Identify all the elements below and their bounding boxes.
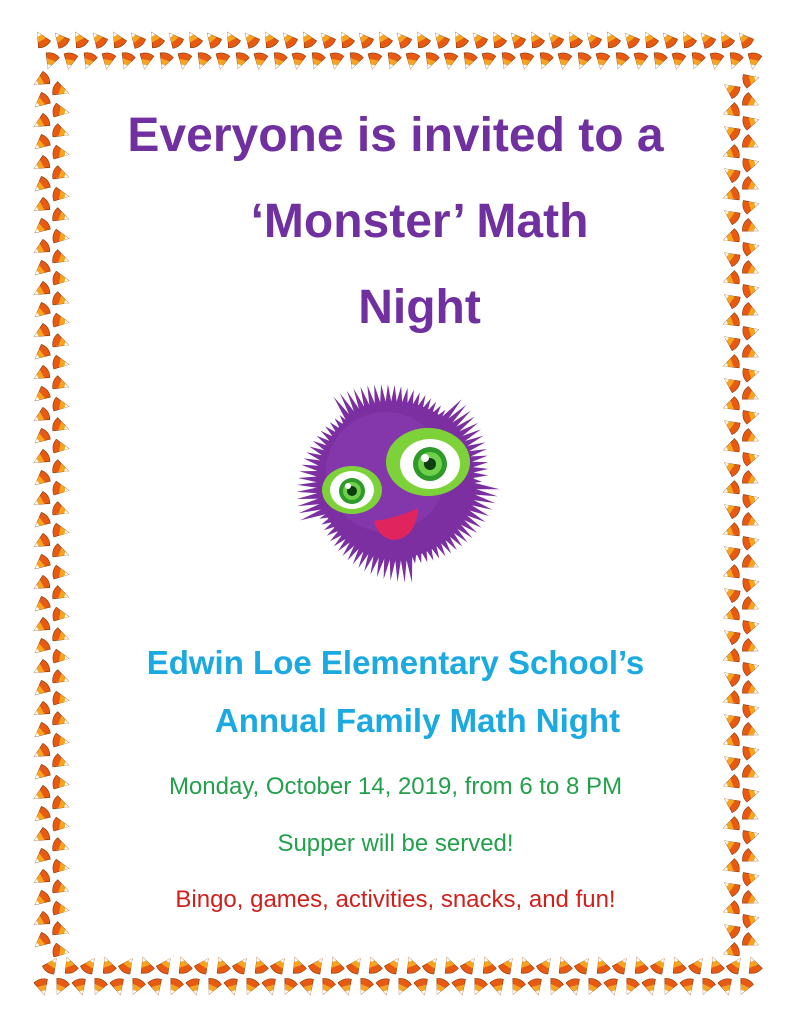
candy-corn-icon xyxy=(721,583,742,604)
candy-corn-icon xyxy=(421,51,440,71)
candy-corn-icon xyxy=(573,51,592,71)
candy-corn-icon xyxy=(231,51,250,71)
candy-corn-icon xyxy=(741,176,761,195)
candy-corn-icon xyxy=(31,175,52,196)
candy-corn-icon xyxy=(240,29,261,50)
candy-corn-icon xyxy=(451,977,469,996)
candy-corn-icon xyxy=(307,51,326,71)
candy-corn-icon xyxy=(31,406,52,426)
candy-corn-icon xyxy=(741,92,761,111)
candy-corn-icon xyxy=(603,977,621,996)
candy-corn-icon xyxy=(89,977,108,997)
candy-corn-icon xyxy=(250,955,269,975)
candy-corn-icon xyxy=(679,977,697,996)
candy-corn-icon xyxy=(544,29,565,50)
candy-corn-icon xyxy=(721,606,741,625)
candy-corn-icon xyxy=(328,52,345,70)
candy-corn-icon xyxy=(632,52,649,70)
candy-corn-icon xyxy=(487,29,507,50)
candy-corn-icon xyxy=(183,29,203,50)
candy-corn-icon xyxy=(231,955,252,976)
candy-corn-icon xyxy=(71,977,89,996)
candy-corn-icon xyxy=(269,955,290,976)
candy-corn-icon xyxy=(107,29,127,50)
candy-corn-icon xyxy=(746,52,763,70)
candy-corn-icon xyxy=(51,165,71,184)
candy-corn-icon xyxy=(734,29,755,50)
candy-corn-icon xyxy=(51,375,71,394)
candy-corn-icon xyxy=(31,679,52,700)
candy-corn-icon xyxy=(721,79,742,100)
candy-corn-icon xyxy=(721,396,741,415)
candy-corn-icon xyxy=(52,523,70,540)
candy-corn-icon xyxy=(345,51,364,71)
candy-corn-icon xyxy=(52,859,70,876)
candy-corn-icon xyxy=(741,71,760,89)
candy-corn-icon xyxy=(52,817,70,834)
candy-corn-icon xyxy=(583,977,602,997)
candy-corn-icon xyxy=(507,977,526,997)
candy-corn-icon xyxy=(721,541,742,562)
candy-corn-icon xyxy=(489,977,507,996)
candy-corn-icon xyxy=(31,343,52,364)
candy-corn-icon xyxy=(721,415,742,436)
candy-corn-icon xyxy=(261,977,279,996)
candy-corn-icon xyxy=(366,52,383,70)
candy-corn-icon xyxy=(31,616,52,636)
candy-corn-icon xyxy=(459,955,480,976)
candy-corn-icon xyxy=(155,51,174,71)
candy-corn-icon xyxy=(725,51,744,71)
candy-corn-icon xyxy=(203,977,222,997)
candy-corn-icon xyxy=(41,51,60,71)
candy-corn-icon xyxy=(117,51,136,71)
candy-corn-icon xyxy=(345,955,366,976)
candy-corn-icon xyxy=(677,29,697,50)
candy-corn-icon xyxy=(706,955,725,975)
candy-corn-icon xyxy=(79,955,100,976)
monster-illustration xyxy=(290,368,502,598)
candy-corn-icon xyxy=(69,29,89,50)
candy-corn-icon xyxy=(193,51,212,71)
candy-corn-icon xyxy=(687,955,708,976)
candy-corn-icon xyxy=(469,977,488,997)
candy-corn-icon xyxy=(516,955,535,975)
candy-corn-icon xyxy=(383,51,402,71)
candy-corn-icon xyxy=(565,977,583,996)
candy-corn-icon xyxy=(741,680,761,699)
candy-corn-icon xyxy=(79,51,98,71)
activities-note: Bingo, games, activities, snacks, and fun! xyxy=(175,886,616,913)
candy-corn-icon xyxy=(51,81,71,100)
candy-corn-icon xyxy=(721,247,742,268)
candy-corn-icon xyxy=(668,955,687,975)
title-line-2: ‘Monster’ Math xyxy=(250,195,589,248)
candy-corn-icon xyxy=(741,428,761,447)
candy-corn-icon xyxy=(259,29,279,50)
candy-corn-icon xyxy=(31,868,52,888)
candy-corn-icon xyxy=(212,955,231,975)
candy-corn-icon xyxy=(721,858,741,877)
candy-corn-icon xyxy=(554,955,573,975)
title-line-3: Night xyxy=(358,281,481,334)
candy-corn-icon xyxy=(31,91,52,112)
candy-corn-icon xyxy=(100,52,117,70)
candy-corn-icon xyxy=(741,365,760,383)
candy-corn-icon xyxy=(735,977,754,997)
candy-corn-icon xyxy=(155,955,176,976)
candy-corn-icon xyxy=(592,955,611,975)
candy-corn-icon xyxy=(252,52,269,70)
candy-corn-icon xyxy=(721,919,742,940)
candy-corn-icon xyxy=(721,331,742,352)
candy-corn-icon xyxy=(741,596,761,615)
candy-corn-icon xyxy=(299,977,317,996)
candy-corn-icon xyxy=(31,742,52,762)
candy-corn-icon xyxy=(741,575,760,593)
candy-corn-icon xyxy=(741,470,761,489)
candy-corn-icon xyxy=(136,955,155,975)
candy-corn-icon xyxy=(721,373,742,394)
candy-corn-icon xyxy=(404,52,421,70)
monster-right-eye xyxy=(386,428,470,496)
candy-corn-icon xyxy=(535,955,556,976)
candy-corn-icon xyxy=(52,607,70,624)
candy-corn-icon xyxy=(145,29,165,50)
candy-corn-icon xyxy=(51,585,71,604)
candy-corn-icon xyxy=(442,52,459,70)
candy-corn-icon xyxy=(138,52,155,70)
candy-corn-icon xyxy=(60,955,79,975)
candy-corn-icon xyxy=(355,977,374,997)
candy-corn-icon xyxy=(31,490,52,510)
candy-corn-icon xyxy=(413,977,431,996)
candy-corn-icon xyxy=(98,955,117,975)
candy-corn-icon xyxy=(741,407,760,425)
candy-corn-icon xyxy=(721,564,741,583)
candy-corn-icon xyxy=(421,955,442,976)
candy-corn-icon xyxy=(721,942,741,961)
candy-corn-icon xyxy=(721,457,742,478)
candy-corn-icon xyxy=(639,29,659,50)
candy-corn-icon xyxy=(31,29,51,50)
candy-corn-icon xyxy=(525,29,545,50)
candy-corn-icon xyxy=(51,459,71,478)
candy-corn-icon xyxy=(744,955,763,975)
candy-corn-icon xyxy=(241,977,260,997)
candy-corn-icon xyxy=(468,29,489,50)
candy-corn-icon xyxy=(202,29,223,50)
candy-corn-icon xyxy=(563,29,583,50)
candy-corn-icon xyxy=(126,29,147,50)
candy-corn-icon xyxy=(741,386,761,405)
candy-corn-icon xyxy=(52,943,70,960)
candy-corn-icon xyxy=(31,364,52,384)
candy-corn-icon xyxy=(383,955,404,976)
event-date-time: Monday, October 14, 2019, from 6 to 8 PM xyxy=(168,773,623,800)
candy-corn-icon xyxy=(31,448,52,468)
candy-corn-icon xyxy=(620,29,641,50)
candy-corn-icon xyxy=(317,977,336,997)
candy-corn-icon xyxy=(221,29,241,50)
candy-corn-icon xyxy=(449,29,469,50)
candy-corn-icon xyxy=(497,955,518,976)
candy-corn-icon xyxy=(459,51,478,71)
candy-corn-icon xyxy=(165,977,184,997)
candy-corn-icon xyxy=(641,977,659,996)
candy-corn-icon xyxy=(741,869,760,887)
candy-corn-icon xyxy=(741,554,761,573)
candy-corn-icon xyxy=(670,52,687,70)
candy-corn-icon xyxy=(52,481,70,498)
candy-corn-icon xyxy=(31,805,52,826)
candy-corn-icon xyxy=(288,955,307,975)
candy-corn-icon xyxy=(573,955,594,976)
candy-corn-icon xyxy=(147,977,165,996)
candy-corn-icon xyxy=(51,417,71,436)
candy-corn-icon xyxy=(290,52,307,70)
candy-corn-icon xyxy=(741,512,761,531)
candy-corn-icon xyxy=(50,29,71,50)
candy-corn-icon xyxy=(630,955,649,975)
candy-corn-icon xyxy=(478,955,497,975)
candy-corn-icon xyxy=(109,977,127,996)
candy-corn-icon xyxy=(326,955,345,975)
candy-corn-icon xyxy=(658,29,679,50)
candy-corn-icon xyxy=(31,931,52,952)
candy-corn-icon xyxy=(741,449,760,467)
school-line-1: Edwin Loe Elementary School’s xyxy=(146,644,645,681)
candy-corn-icon xyxy=(52,355,70,372)
candy-corn-icon xyxy=(721,354,741,373)
candy-corn-icon xyxy=(741,911,760,929)
candy-corn-icon xyxy=(721,480,741,499)
candy-corn-icon xyxy=(741,932,761,951)
candy-corn-icon xyxy=(741,344,761,363)
candy-corn-icon xyxy=(31,511,52,532)
candy-corn-icon xyxy=(31,259,52,280)
candy-corn-icon xyxy=(33,977,51,996)
candy-corn-icon xyxy=(127,977,146,997)
candy-corn-icon xyxy=(51,921,71,940)
candy-corn-icon xyxy=(741,533,760,551)
candy-corn-icon xyxy=(51,501,71,520)
candy-corn-icon xyxy=(223,977,241,996)
candy-corn-icon xyxy=(354,29,375,50)
candy-corn-icon xyxy=(174,955,193,975)
candy-corn-icon xyxy=(721,625,742,646)
candy-corn-icon xyxy=(440,955,459,975)
candy-corn-icon xyxy=(316,29,337,50)
candy-corn-icon xyxy=(687,51,706,71)
candy-corn-icon xyxy=(214,52,231,70)
candy-corn-icon xyxy=(611,955,632,976)
candy-corn-icon xyxy=(518,52,535,70)
candy-corn-icon xyxy=(279,977,298,997)
candy-corn-icon xyxy=(659,977,678,997)
candy-corn-icon xyxy=(307,955,328,976)
candy-corn-icon xyxy=(31,469,52,490)
candy-corn-icon xyxy=(297,29,317,50)
title-line-1: Everyone is invited to a xyxy=(127,109,664,162)
candy-corn-icon xyxy=(506,29,527,50)
candy-corn-icon xyxy=(741,260,761,279)
candy-corn-icon xyxy=(431,977,450,997)
candy-corn-icon xyxy=(535,51,554,71)
candy-corn-icon xyxy=(269,51,288,71)
candy-corn-icon xyxy=(497,51,516,71)
candy-corn-icon xyxy=(649,955,670,976)
candy-corn-icon xyxy=(51,977,70,997)
candy-corn-icon xyxy=(373,29,393,50)
candy-corn-icon xyxy=(721,163,742,184)
candy-corn-icon xyxy=(117,955,138,976)
supper-note: Supper will be served! xyxy=(277,830,514,857)
candy-corn-icon xyxy=(31,427,52,448)
candy-corn-icon xyxy=(41,955,62,976)
candy-corn-icon xyxy=(31,595,52,616)
candy-corn-icon xyxy=(527,977,545,996)
candy-corn-icon xyxy=(51,333,71,352)
candy-corn-icon xyxy=(556,52,573,70)
candy-corn-icon xyxy=(364,955,383,975)
candy-corn-icon xyxy=(402,955,421,975)
candy-corn-icon xyxy=(176,52,193,70)
candy-corn-icon xyxy=(721,522,741,541)
candy-corn-icon xyxy=(649,51,668,71)
candy-corn-icon xyxy=(185,977,203,996)
candy-corn-icon xyxy=(51,753,71,772)
school-line-2: Annual Family Math Night xyxy=(214,702,621,739)
candy-corn-icon xyxy=(582,29,603,50)
candy-corn-icon xyxy=(52,397,70,414)
candy-corn-icon xyxy=(725,955,746,976)
candy-corn-icon xyxy=(741,617,760,635)
candy-corn-icon xyxy=(721,499,742,520)
candy-corn-icon xyxy=(337,977,355,996)
candy-corn-icon xyxy=(51,543,71,562)
candy-corn-icon xyxy=(278,29,299,50)
candy-corn-icon xyxy=(594,52,611,70)
candy-corn-icon xyxy=(375,977,393,996)
candy-corn-icon xyxy=(697,977,716,997)
candy-corn-icon xyxy=(52,439,70,456)
candy-corn-icon xyxy=(480,52,497,70)
candy-corn-icon xyxy=(741,806,761,825)
candy-corn-icon xyxy=(31,553,52,574)
candy-corn-icon xyxy=(193,955,214,976)
candy-corn-icon xyxy=(741,743,760,761)
candy-corn-icon xyxy=(411,29,431,50)
candy-corn-icon xyxy=(721,751,742,772)
candy-corn-icon xyxy=(717,977,735,996)
candy-corn-icon xyxy=(392,29,413,50)
candy-corn-icon xyxy=(696,29,717,50)
candy-corn-icon xyxy=(393,977,412,997)
candy-corn-icon xyxy=(335,29,355,50)
candy-corn-icon xyxy=(31,385,52,406)
candy-corn-icon xyxy=(51,249,71,268)
candy-corn-icon xyxy=(52,565,70,582)
candy-corn-icon xyxy=(430,29,451,50)
candy-corn-icon xyxy=(545,977,564,997)
candy-corn-icon xyxy=(621,977,640,997)
candy-corn-icon xyxy=(721,438,741,457)
candy-corn-icon xyxy=(31,532,52,552)
candy-corn-icon xyxy=(31,910,52,930)
candy-corn-icon xyxy=(741,491,760,509)
candy-corn-icon xyxy=(88,29,109,50)
candy-corn-icon xyxy=(715,29,735,50)
monster-left-eye xyxy=(322,466,382,514)
candy-corn-icon xyxy=(601,29,621,50)
candy-corn-icon xyxy=(62,52,79,70)
candy-corn-icon xyxy=(611,51,630,71)
candy-corn-icon xyxy=(164,29,185,50)
candy-corn-icon xyxy=(51,627,71,646)
candy-corn-icon xyxy=(708,52,725,70)
candy-corn-icon xyxy=(31,70,52,90)
candy-corn-icon xyxy=(31,574,52,594)
